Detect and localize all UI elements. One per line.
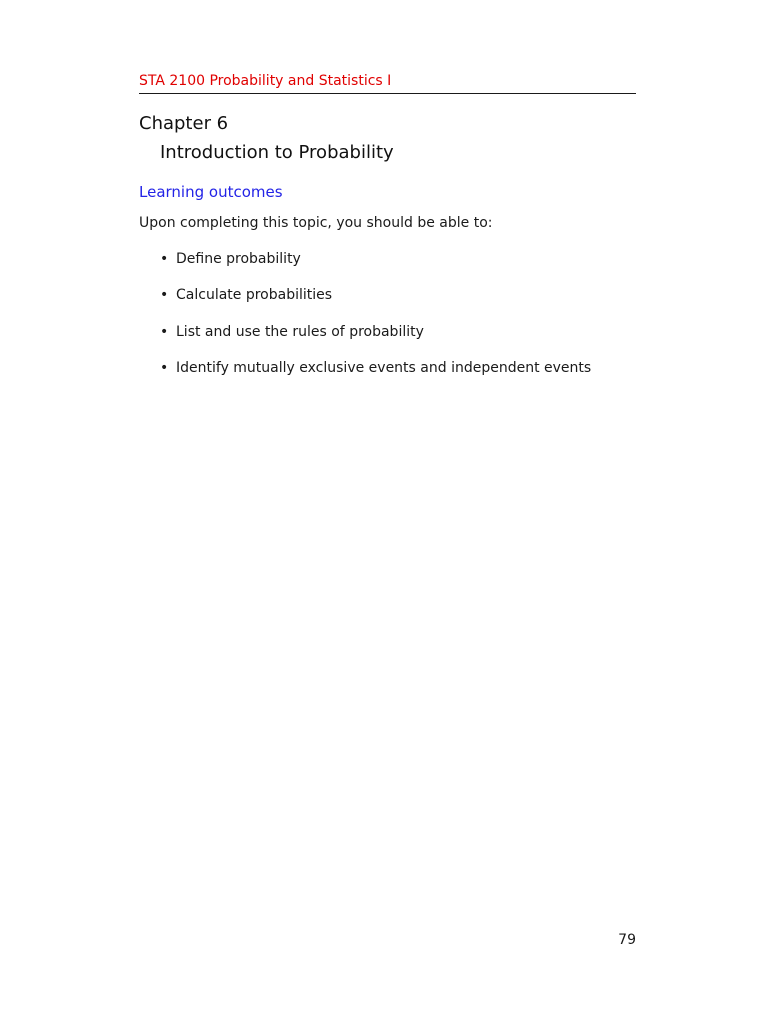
list-item: [160, 250, 591, 286]
list-item: [160, 323, 591, 359]
intro-text: Upon completing this topic, you should be able to:: [139, 215, 493, 231]
list-item: [160, 286, 591, 322]
page-number: 79: [618, 932, 636, 948]
running-header: STA 2100 Probability and Statistics I: [139, 73, 392, 89]
list-item-text: Define probability: [176, 251, 301, 267]
chapter-title: Introduction to Probability: [160, 142, 394, 163]
outcomes-list: [160, 250, 591, 395]
bullet-icon: •: [160, 323, 169, 340]
bullet-icon: •: [160, 251, 169, 267]
bullet-icon: •: [160, 359, 169, 376]
list-item: [160, 359, 591, 395]
list-item-text: Identify mutually exclusive events and independent events: [176, 359, 592, 376]
bullet-icon: •: [160, 287, 169, 304]
list-item-text: Calculate probabilities: [176, 287, 333, 304]
header-rule: [139, 93, 636, 94]
chapter-label: Chapter 6: [139, 113, 229, 134]
section-heading-learning-outcomes: Learning outcomes: [139, 183, 283, 201]
list-item-text: List and use the rules of probability: [176, 323, 424, 340]
